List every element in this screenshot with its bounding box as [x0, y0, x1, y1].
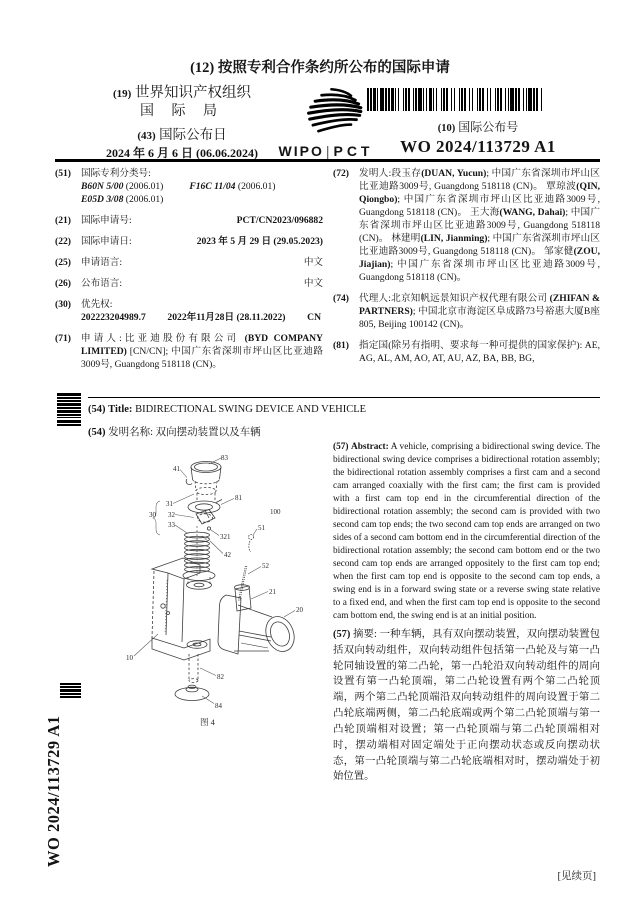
inid-25: (25) [55, 257, 71, 268]
inid-26: (26) [55, 278, 71, 289]
inid-54-cn: (54) [88, 426, 106, 438]
publication-language: 中文 [303, 278, 323, 289]
inid-30: (30) [55, 299, 71, 310]
inid-54-en: (54) [88, 404, 106, 415]
figure-label: 41 [173, 465, 180, 473]
applicant-text: 申请人:比亚迪股份有限公司 (BYD COMPANY LIMITED) [CN/CN]; 中国广东省深圳市坪山区比亚迪路3009号, Guangdong 518118 (CN)。 [81, 333, 323, 370]
figure-label: 32 [168, 511, 175, 519]
publication-barcode [367, 88, 589, 111]
figure-label: 21 [269, 588, 276, 596]
inventors-text: 发明人:段玉存(DUAN, Yucun); 中国广东省深圳市坪山区比亚迪路3009号, Guangdong 518118 (CN)。 覃琼波(QIN, Qiongbo); 中国广东省深圳市坪山区比亚迪路3009号, Guangdong 518118 (CN)。 王大海(WANG, Dahai); 中国广东省深圳市坪山区比亚迪路3009号, Guangdong 518118 (CN)。 林建明(LIN, Jianming); 中国广东省深圳市坪山区比亚迪路3009号, Guangdong 518118 (CN)。 邹家健(ZOU, Jiajian); 中国广东省深圳市坪山区比亚迪路3009号, Guangdong 518118 (CN)。 [359, 168, 600, 283]
wipo-logo [276, 86, 376, 159]
header-left-block [82, 84, 282, 161]
inid-12: (12) [190, 60, 215, 76]
priority-country: CN [307, 312, 321, 323]
sidebar-publication-number-text: WO 2024/113729 A1 [44, 715, 63, 867]
priority-data-row [81, 311, 323, 324]
priority-number: 202223204989.7 [81, 312, 146, 323]
inid-74: (74) [333, 293, 349, 304]
wordmark-divider: | [325, 143, 332, 159]
figure-label: 31 [166, 500, 173, 508]
priority-date: 2022年11月28日 (28.11.2022) [167, 312, 286, 323]
publication-type-heading [0, 56, 640, 77]
margin-barcode-side [60, 683, 81, 699]
figure-label: 52 [262, 562, 269, 570]
abstract-en-text: A vehicle, comprising a bidirectional swing device. The bidirectional swing device comprises a bidirectional rotation assembly; the bidirectional rotation assembly comprises a first cam and a second cam arranged coaxially with the first cam; the first cam is provided with a first cam top end in the circumferential direction of the bidirectional rotation assembly; the second cam is provided with two second cam top ends; the two second cam top ends are arranged on two sides of a second cam bottom end in the circumferential direction of the bidirectional rotation assembly; the second cam bottom end or the two second cam top ends are arranged oppositely to the first cam top end; when the first cam top end is opposite to the second cam top ends, a swing end is in a forward swing state or a reverse swing state relative to a fixed end, and when the first cam top end is opposite to the second cam bottom end, the swing end is at an initial position. [333, 442, 600, 622]
abstract-en-label: Abstract: [351, 442, 389, 452]
publication-date: 2024 年 6 月 6 日 (06.06.2024) [106, 145, 258, 160]
abstract-cn [333, 627, 600, 785]
sidebar-publication-number [44, 702, 80, 867]
inid-72: (72) [333, 168, 349, 179]
inid-19: (19) [113, 88, 132, 100]
international-bureau-label: 国 际 局 [140, 104, 224, 120]
designated-states-text: 指定国(除另有指明、要求每一种可提供的国家保护): AE, AG, AL, AM, AO, AT, AU, AZ, BA, BB, BG, [359, 340, 600, 364]
publication-type-text: 按照专利合作条约所公布的国际申请 [217, 60, 450, 76]
figure-label: 83 [221, 454, 228, 462]
inid-57-cn: (57) [333, 629, 351, 640]
inid-57-en: (57) [333, 442, 349, 452]
inventors-section [333, 167, 600, 284]
publication-date-label-text: 国际公布日 [159, 126, 227, 142]
figure-label: 30 [149, 511, 156, 519]
exploded-view-figure [88, 438, 330, 768]
pct-text: PCT [333, 143, 374, 159]
inid-10: (10) [437, 123, 456, 134]
figure-label: 84 [215, 702, 222, 710]
filing-date-label: 国际申请日: [81, 236, 132, 247]
publication-number-label-text: 国际公布号 [458, 120, 519, 134]
applicant-section [55, 332, 323, 371]
figure-label: 42 [224, 551, 231, 559]
ipc-code-1: B60N 5/00 (2006.01) [81, 181, 164, 192]
abstract-en [333, 441, 600, 623]
filing-language-label: 申请语言: [81, 257, 123, 268]
inid-21: (21) [55, 215, 71, 226]
ipc-code-2: F16C 11/04 (2006.01) [189, 181, 276, 192]
org-name [82, 84, 282, 102]
ipc-codes-line1 [81, 180, 323, 193]
publication-number-label [366, 118, 590, 135]
title-en: BIDIRECTIONAL SWING DEVICE AND VEHICLE [135, 404, 367, 415]
application-number: PCT/CN2023/096882 [236, 215, 323, 226]
title-cn: 双向摆动装置以及车辆 [155, 426, 261, 438]
title-en-row [88, 403, 600, 417]
figure-drawing [88, 438, 330, 772]
inid-43: (43) [137, 129, 156, 142]
ipc-codes-line2 [81, 193, 323, 206]
figure-label: 81 [235, 494, 242, 502]
filing-language: 中文 [303, 257, 323, 268]
biblio-right-column [333, 167, 600, 373]
publication-date-label [82, 127, 282, 144]
figure-label: 20 [296, 606, 303, 614]
application-number-row [55, 214, 323, 227]
inid-22: (22) [55, 236, 71, 247]
org-name-text: 世界知识产权组织 [134, 85, 251, 101]
header-divider [55, 159, 600, 162]
title-en-label: Title: [108, 404, 133, 415]
publication-language-label: 公布语言: [81, 278, 123, 289]
application-number-label: 国际申请号: [81, 215, 132, 226]
continuation-note: [见续页] [557, 871, 596, 882]
figure-label: 51 [258, 524, 265, 532]
figure-label: 82 [217, 673, 224, 681]
agent-section [333, 292, 600, 331]
ipc-label: 国际专利分类号: [81, 168, 151, 179]
title-section [88, 403, 600, 439]
title-cn-label: 发明名称: [108, 426, 154, 438]
publication-number: WO 2024/113729 A1 [400, 137, 556, 156]
priority-section [55, 298, 323, 324]
figure-label: 321 [220, 533, 231, 541]
abstract-cn-label: 摘要: [353, 629, 377, 640]
wipo-globe-icon [287, 86, 365, 136]
figure-label: 33 [168, 521, 175, 529]
ipc-code-3: E05D 3/08 (2006.01) [81, 194, 164, 205]
publication-language-row [55, 277, 323, 290]
filing-language-row [55, 256, 323, 269]
priority-label: 优先权: [81, 299, 113, 310]
header-right-block [366, 88, 590, 157]
agent-text: 代理人:北京知帆远景知识产权代理有限公司 (ZHIFAN & PARTNERS); 中国北京市海淀区阜成路73号裕惠大厦B座805, Beijing 100142 (CN)。 [359, 293, 600, 330]
wipo-pct-wordmark [276, 143, 376, 159]
filing-date-row [55, 235, 323, 248]
filing-date: 2023 年 5 月 29 日 (29.05.2023) [196, 236, 323, 247]
inid-71: (71) [55, 333, 71, 344]
designated-states-section [333, 339, 600, 365]
biblio-left-column [55, 167, 323, 379]
abstract-cn-text: 一种车辆，具有双向摆动装置，双向摆动装置包括双向转动组件，双向转动组件包括第一凸轮及与第一凸轮同轴设置的第二凸轮，第一凸轮沿双向转动组件的周向设置有第一凸轮顶端，第二凸轮设置有两个第二凸轮顶端，两个第二凸轮顶端沿双向转动组件的周向设置于第二凸轮底端两侧，第二凸轮底端或两个第二凸轮顶端与第一凸轮顶端相对设置；第一凸轮顶端与第二凸轮顶端相对时，摆动端相对固定端处于正向摆动状态或反向摆动状态，第一凸轮顶端与第二凸轮底端相对时，摆动端处于初始位置。 [333, 629, 601, 783]
ipc-section [55, 167, 323, 206]
margin-barcode-top [57, 393, 81, 435]
inid-81: (81) [333, 340, 349, 351]
figure-label: 10 [126, 654, 133, 662]
figure-caption: 图 4 [200, 717, 215, 727]
wipo-text: WIPO [278, 143, 324, 159]
title-divider [88, 397, 600, 398]
figure-label: 100 [270, 508, 281, 516]
inid-51: (51) [55, 168, 71, 179]
